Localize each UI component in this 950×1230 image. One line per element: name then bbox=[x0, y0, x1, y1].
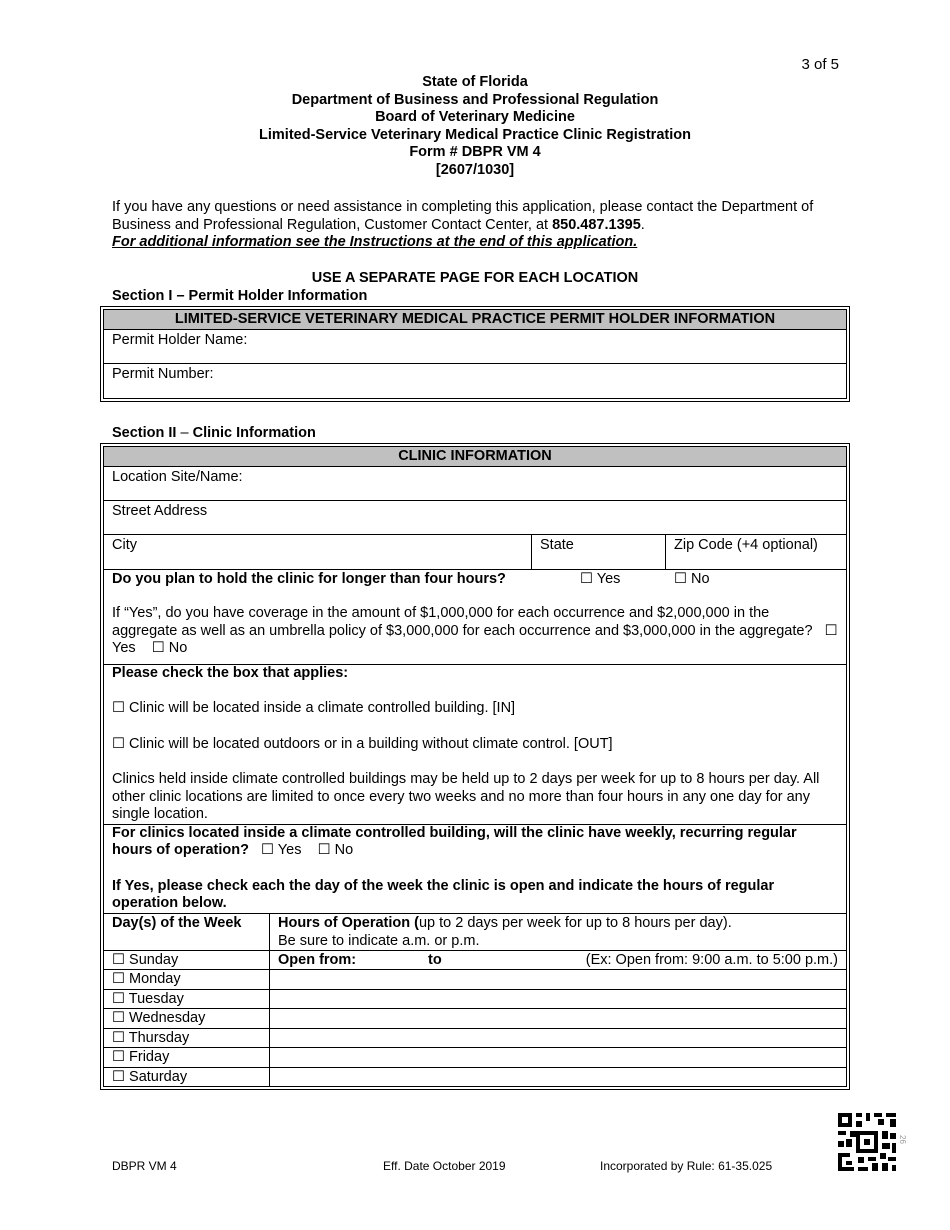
weekly-no-checkbox[interactable]: ☐ No bbox=[317, 842, 354, 858]
hours-header-bold: Hours of Operation ( bbox=[278, 914, 419, 931]
to-label: to bbox=[428, 951, 442, 968]
header-line-form-number: Form # DBPR VM 4 bbox=[409, 144, 541, 160]
permit-holder-name-field[interactable] bbox=[104, 330, 846, 364]
footer-rule: Incorporated by Rule: 61-35.025 bbox=[600, 1159, 773, 1173]
hours-column-header bbox=[270, 914, 846, 950]
hours-example: (Ex: Open from: 9:00 a.m. to 5:00 p.m.) bbox=[585, 951, 838, 968]
footer-eff-date: Eff. Date October 2019 bbox=[383, 1159, 506, 1173]
qr-code-number: 26 bbox=[897, 1135, 907, 1144]
hours-field-sunday[interactable] bbox=[270, 951, 846, 970]
four-hours-row bbox=[104, 570, 846, 665]
permit-holder-table-header: LIMITED-SERVICE VETERINARY MEDICAL PRACTICE PERMIT HOLDER INFORMATION bbox=[104, 310, 846, 330]
hours-header-line2: Be sure to indicate a.m. or p.m. bbox=[278, 932, 480, 949]
days-column-header: Day(s) of the Week bbox=[104, 914, 270, 950]
day-row-thursday bbox=[104, 1029, 846, 1049]
day-checkbox-wednesday[interactable]: ☐ Wednesday bbox=[104, 1009, 270, 1028]
instructions-note: For additional information see the Instructions at the end of this application. bbox=[112, 234, 638, 250]
climate-inside-checkbox[interactable]: ☐ Clinic will be located inside a climate controlled building. [IN] bbox=[112, 700, 516, 716]
coverage-yes-checkbox[interactable]: ☐ Yes bbox=[112, 622, 838, 656]
location-field[interactable] bbox=[104, 467, 846, 501]
header-line-board: Board of Veterinary Medicine bbox=[375, 109, 575, 125]
page-number: 3 of 5 bbox=[801, 56, 839, 73]
section-2-label: Section II bbox=[112, 425, 177, 441]
location-label: Location Site/Name: bbox=[112, 469, 243, 485]
section-2-dash: – bbox=[176, 425, 193, 441]
hours-field-wednesday[interactable] bbox=[270, 1009, 846, 1028]
state-field[interactable] bbox=[532, 535, 666, 569]
hours-field-tuesday[interactable] bbox=[270, 990, 846, 1009]
permit-number-label: Permit Number: bbox=[112, 366, 214, 382]
form-header bbox=[0, 74, 950, 179]
section-2-name: Clinic Information bbox=[192, 425, 316, 441]
section-2-title bbox=[112, 425, 316, 441]
clinic-limits-note: Clinics held inside climate controlled buildings may be held up to 2 days per week for up to 8 hours per day. All other clinic locations are limited to once every two weeks and no more than four hours in any one day for any single location. bbox=[112, 771, 820, 822]
weekly-yes-checkbox[interactable]: ☐ Yes bbox=[261, 842, 302, 858]
intro-text: If you have any questions or need assistance in completing this application, please contact the Department of Business and Professional Regulation, Customer Contact Center, at bbox=[112, 199, 814, 233]
header-line-department: Department of Business and Professional Regulation bbox=[291, 91, 659, 108]
day-row-friday bbox=[104, 1048, 846, 1068]
hours-header-rest: up to 2 days per week for up to 8 hours per day). bbox=[418, 914, 732, 931]
zip-field[interactable] bbox=[666, 535, 846, 569]
day-row-monday bbox=[104, 970, 846, 990]
day-checkbox-monday[interactable]: ☐ Monday bbox=[104, 970, 270, 989]
four-hours-question: Do you plan to hold the clinic for longer than four hours? bbox=[112, 571, 506, 587]
coverage-question: If “Yes”, do you have coverage in the amount of $1,000,000 for each occurrence and $2,000,000 in the aggregate as well as an umbrella policy of $3,000,000 for each occurrence and $3,000,000 in the aggregate? bbox=[112, 605, 813, 639]
permit-holder-name-label: Permit Holder Name: bbox=[112, 332, 248, 348]
coverage-no-checkbox[interactable]: ☐ No bbox=[151, 640, 188, 656]
city-field[interactable] bbox=[104, 535, 532, 569]
qr-code-icon bbox=[838, 1113, 896, 1171]
intro-period: . bbox=[640, 216, 645, 233]
footer-form-id: DBPR VM 4 bbox=[112, 1159, 177, 1173]
street-address-field[interactable] bbox=[104, 501, 846, 535]
zip-label: Zip Code (+4 optional) bbox=[674, 537, 818, 553]
if-yes-instructions: If Yes, please check each the day of the week the clinic is open and indicate the hours of regular operation below. bbox=[112, 877, 775, 911]
four-hours-yes-checkbox[interactable]: ☐ Yes bbox=[580, 571, 621, 587]
climate-options-row bbox=[104, 665, 846, 825]
state-label: State bbox=[540, 537, 574, 553]
hours-field-friday[interactable] bbox=[270, 1048, 846, 1067]
day-checkbox-tuesday[interactable]: ☐ Tuesday bbox=[104, 990, 270, 1009]
open-from-label: Open from: bbox=[278, 951, 357, 968]
day-row-wednesday bbox=[104, 1009, 846, 1029]
clinic-table-header: CLINIC INFORMATION bbox=[104, 447, 846, 467]
hours-field-saturday[interactable] bbox=[270, 1068, 846, 1087]
header-line-form-title: Limited-Service Veterinary Medical Practice Clinic Registration bbox=[259, 126, 691, 143]
contact-phone: 850.487.1395 bbox=[552, 216, 641, 233]
check-applies-label: Please check the box that applies: bbox=[112, 664, 349, 681]
permit-number-field[interactable] bbox=[104, 364, 846, 398]
day-row-saturday bbox=[104, 1068, 846, 1087]
day-checkbox-thursday[interactable]: ☐ Thursday bbox=[104, 1029, 270, 1048]
separate-page-notice: USE A SEPARATE PAGE FOR EACH LOCATION bbox=[311, 270, 639, 286]
street-label: Street Address bbox=[112, 503, 208, 519]
climate-outside-checkbox[interactable]: ☐ Clinic will be located outdoors or in a building without climate control. [OUT] bbox=[112, 735, 613, 752]
days-header-row bbox=[104, 914, 846, 951]
header-line-state: State of Florida bbox=[422, 74, 528, 90]
day-row-sunday bbox=[104, 951, 846, 971]
clinic-information-table bbox=[100, 443, 850, 1090]
day-checkbox-sunday[interactable]: ☐ Sunday bbox=[104, 951, 270, 970]
hours-field-thursday[interactable] bbox=[270, 1029, 846, 1048]
four-hours-no-checkbox[interactable]: ☐ No bbox=[674, 571, 710, 587]
weekly-hours-row bbox=[104, 825, 846, 914]
permit-holder-table bbox=[100, 306, 850, 402]
city-label: City bbox=[112, 537, 137, 553]
intro-paragraph bbox=[112, 199, 842, 252]
section-1-title: Section I – Permit Holder Information bbox=[112, 288, 368, 304]
header-line-code: [2607/1030] bbox=[435, 161, 515, 178]
weekly-hours-question: For clinics located inside a climate controlled building, will the clinic have weekly, recurring regular hours of operation? bbox=[112, 824, 797, 858]
city-state-zip-row bbox=[104, 535, 846, 570]
day-checkbox-friday[interactable]: ☐ Friday bbox=[104, 1048, 270, 1067]
hours-field-monday[interactable] bbox=[270, 970, 846, 989]
day-checkbox-saturday[interactable]: ☐ Saturday bbox=[104, 1068, 270, 1087]
day-row-tuesday bbox=[104, 990, 846, 1010]
